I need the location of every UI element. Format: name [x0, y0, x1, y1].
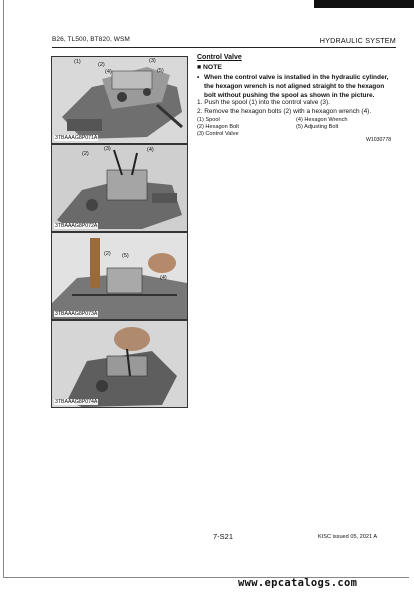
photo-caption: 3TBAAAG8P072A	[55, 223, 98, 229]
note-line: bolt without pushing the spool as shown in the picture.	[204, 92, 375, 99]
note-body	[197, 73, 397, 100]
callout: (5)	[157, 68, 164, 74]
document-code: W1030778	[366, 137, 392, 143]
callout: (4)	[160, 275, 167, 281]
procedure-steps	[197, 98, 397, 116]
legend-item: (2) Hexagon Bolt	[197, 124, 239, 130]
watermark-link[interactable]: www.epcatalogs.com	[238, 577, 358, 589]
note-heading: ■ NOTE	[197, 64, 222, 71]
legend-item: (5) Adjusting Bolt	[296, 124, 339, 130]
note-line: the hexagon wrench is not aligned straight to the hexagon	[204, 83, 385, 90]
page-border-left	[3, 0, 4, 578]
callout: (3)	[149, 58, 156, 64]
callout: (2)	[98, 62, 105, 68]
legend-item: (4) Hexagon Wrench	[296, 117, 348, 123]
header-rule	[52, 47, 396, 48]
callout: (5)	[122, 253, 129, 259]
photo-control-valve-1	[51, 56, 188, 144]
photo-control-valve-4	[51, 320, 188, 408]
header-chapter: HYDRAULIC SYSTEM	[319, 36, 396, 45]
corner-mark	[314, 0, 414, 8]
note-label: NOTE	[203, 64, 222, 71]
callout: (2)	[104, 251, 111, 257]
legend-column-right	[296, 117, 348, 131]
photo-caption: 3TBAAAG8P074A	[55, 399, 98, 405]
legend-item: (1) Spool	[197, 117, 220, 123]
callout: (2)	[82, 151, 89, 157]
photo-caption: 3TBAAAG8P071A	[55, 135, 98, 141]
photo-caption: 3TBAAAG8P073A	[55, 311, 98, 317]
step: 2. Remove the hexagon bolts (2) with a hexagon wrench (4).	[197, 108, 372, 115]
callout: (4)	[105, 69, 112, 75]
page-number: 7-S21	[213, 532, 234, 541]
callout: (4)	[147, 147, 154, 153]
callout: (1)	[74, 59, 81, 65]
issue-info: KISC issued 05, 2021 A	[318, 534, 378, 540]
legend-column-left	[197, 117, 239, 138]
header-model-list: B26, TL500, BT820, WSM	[52, 36, 130, 43]
photo-control-valve-3	[51, 232, 188, 320]
section-title: Control Valve	[197, 54, 242, 61]
step: 1. Push the spool (1) into the control valve (3).	[197, 99, 330, 106]
callout: (3)	[104, 146, 111, 152]
bullet-marker: •	[197, 74, 200, 81]
note-line: When the control valve is installed in the hydraulic cylinder,	[204, 74, 389, 81]
photo-control-valve-2	[51, 144, 188, 232]
legend-item: (3) Control Valve	[197, 131, 239, 137]
